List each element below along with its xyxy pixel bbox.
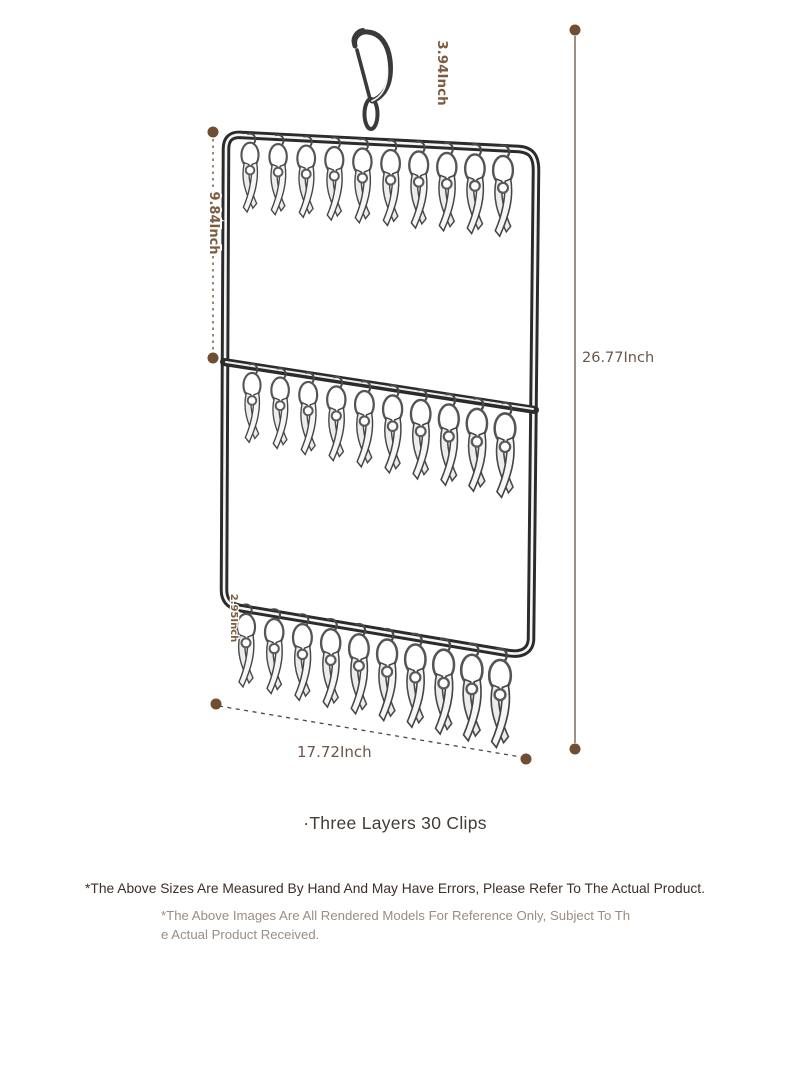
clothespin-clip (353, 139, 371, 223)
clothespin-clip (467, 398, 487, 491)
dimension-total-height (570, 25, 655, 755)
clothespin-clip (437, 143, 456, 231)
layer-spacing-label: 9.84Inch (206, 191, 221, 255)
clothespin-clip (265, 609, 283, 693)
rack-width-label: 17.72Inch (297, 743, 372, 761)
total-height-label: 26.77Inch (582, 350, 655, 366)
clothespin-clip (243, 364, 260, 442)
clothespin-clip (461, 644, 482, 741)
clothespin-clip (293, 614, 312, 700)
note-render (161, 907, 691, 944)
clothespin-clip (349, 624, 369, 714)
clothespin-clip (299, 373, 317, 455)
clothespin-clip (321, 619, 340, 707)
caption-three-layers: ·Three Layers 30 Clips (303, 813, 487, 833)
clips-layer (237, 134, 515, 748)
clothespin-clip (433, 639, 454, 734)
clothespin-clip (269, 135, 286, 215)
note-render-line1: *The Above Images Are All Rendered Models For Reference Only, Subject To Th (161, 908, 631, 923)
note-sizes: *The Above Sizes Are Measured By Hand And May Have Errors, Please Refer To The Actual Product. (85, 881, 705, 896)
note-render-line2: e Actual Product Received. (161, 926, 320, 942)
clothespin-clip (405, 634, 425, 727)
clothespin-clip (465, 144, 484, 233)
clothespin-clip (355, 381, 374, 467)
clothespin-clip (495, 403, 516, 498)
hook-height-label: 3.94Inch (434, 40, 450, 106)
clothespin-clip (439, 394, 459, 485)
clothespin-clip (383, 385, 402, 472)
clothespin-clip (271, 368, 288, 448)
swivel-hook (354, 30, 391, 129)
clothespin-clip (241, 134, 258, 212)
clothespin-clip (377, 629, 397, 721)
dimension-layer-spacing (206, 127, 221, 364)
clothespin-clip (381, 140, 400, 225)
clothespin-clip (489, 649, 511, 748)
dimension-rack-width (211, 699, 532, 765)
bottom-gap-label: 2.95Inch (228, 593, 239, 643)
clothespin-clip (409, 142, 428, 229)
clothespin-clip (297, 136, 315, 217)
clothespin-clip (493, 146, 513, 237)
clothespin-clip (327, 377, 345, 461)
clothespin-clip (325, 138, 343, 220)
clothespin-clip (411, 390, 430, 479)
middle-bar (224, 362, 535, 410)
